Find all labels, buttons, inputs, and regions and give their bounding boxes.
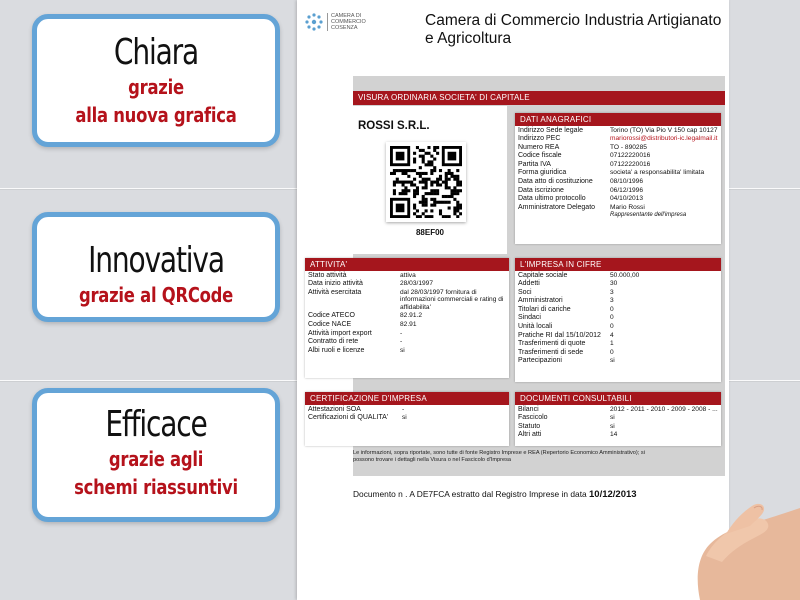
row-value xyxy=(397,329,509,338)
row-label: Amministratore Delegato xyxy=(518,203,596,211)
row-value xyxy=(607,152,721,161)
row-label: Data atto di costituzione xyxy=(518,178,593,186)
dati-anagrafici-box xyxy=(515,113,721,244)
row-value xyxy=(607,340,721,349)
documenti-box xyxy=(515,392,721,446)
certificazione-header: CERTIFICAZIONE D'IMPRESA xyxy=(305,392,509,405)
row-value xyxy=(607,169,721,178)
table-row xyxy=(515,297,721,306)
row-value-text: 0 xyxy=(610,314,614,322)
row-value-text: si xyxy=(610,357,615,365)
row-value-text: 0 xyxy=(610,348,614,356)
row-label: Data iscrizione xyxy=(518,186,564,194)
row-label: Indirizzo Sede legale xyxy=(518,126,583,134)
row-label: Numero REA xyxy=(518,143,560,151)
table-row xyxy=(515,203,721,220)
row-label: Partecipazioni xyxy=(518,357,562,365)
row-label: Trasferimenti di sede xyxy=(518,348,584,356)
row-value-text: 82.91.2 xyxy=(400,312,422,320)
row-value xyxy=(397,338,509,347)
row-value xyxy=(397,346,509,355)
promo-subtitle-line2: alla nuova grafica xyxy=(75,103,237,127)
promo-title: Chiara xyxy=(113,32,199,73)
row-label: Sindaci xyxy=(518,314,541,322)
table-row xyxy=(305,280,509,289)
table-row xyxy=(515,331,721,340)
footer-date: 10/12/2013 xyxy=(589,489,637,500)
row-value-note: Rappresentante dell'impresa xyxy=(610,212,687,219)
impresa-cifre-header: L'IMPRESA IN CIFRE xyxy=(515,258,721,271)
table-row xyxy=(305,271,509,280)
table-row xyxy=(305,414,509,423)
chamber-title: Camera di Commercio Industria Artigianato e Agricoltura xyxy=(425,12,722,47)
promo-card-efficace xyxy=(32,388,280,522)
table-row xyxy=(305,405,509,414)
row-label: Partita IVA xyxy=(518,160,551,168)
row-label: Trasferimenti di quote xyxy=(518,340,586,348)
impresa-cifre-box xyxy=(515,258,721,382)
promo-subtitle-line1: grazie xyxy=(128,75,184,99)
company-panel xyxy=(353,106,507,254)
row-value-text: 06/12/1996 xyxy=(610,186,644,194)
attivita-header: ATTIVITA' xyxy=(305,258,509,271)
row-label: Soci xyxy=(518,288,532,296)
row-value-text: 3 xyxy=(610,297,614,305)
chamber-logo-icon xyxy=(303,12,325,32)
row-label: Addetti xyxy=(518,280,540,288)
row-value-text: societa' a responsabilita' limitata xyxy=(610,169,705,177)
table-row xyxy=(515,422,721,431)
row-value xyxy=(607,414,721,423)
table-row xyxy=(515,414,721,423)
table-row xyxy=(305,288,509,312)
documenti-table xyxy=(515,405,721,439)
row-label: Attività esercitata xyxy=(308,288,362,296)
row-value-text: attiva xyxy=(400,271,416,279)
row-value-text: - xyxy=(400,338,403,346)
documenti-header: DOCUMENTI CONSULTABILI xyxy=(515,392,721,405)
row-value xyxy=(397,312,509,321)
row-value-text: 14 xyxy=(610,431,618,439)
row-label: Statuto xyxy=(518,422,541,430)
table-row xyxy=(515,357,721,366)
table-row xyxy=(305,312,509,321)
row-value-text: 0 xyxy=(610,323,614,331)
row-value xyxy=(607,160,721,169)
row-value-text: dal 28/03/1997 fornitura di informazioni commerciali e rating di affidabilita' xyxy=(400,288,504,311)
row-value xyxy=(607,126,721,135)
row-label: Attività import export xyxy=(308,329,372,337)
row-value xyxy=(607,405,721,414)
row-label: Data inizio attività xyxy=(308,280,363,288)
table-row xyxy=(515,178,721,187)
table-row xyxy=(515,431,721,440)
row-value-text: Torino (TO) Via Pio V 150 cap 10127 xyxy=(610,126,718,134)
table-row xyxy=(515,305,721,314)
row-value xyxy=(397,321,509,330)
row-label: Titolari di cariche xyxy=(518,305,571,313)
row-label: Capitale sociale xyxy=(518,271,568,279)
table-row xyxy=(515,271,721,280)
table-row xyxy=(515,126,721,135)
row-value xyxy=(397,288,509,312)
certificazione-table xyxy=(305,405,509,422)
company-name: ROSSI S.R.L. xyxy=(358,120,430,132)
row-value xyxy=(607,323,721,332)
table-row xyxy=(515,135,721,144)
attivita-box xyxy=(305,258,509,378)
row-label: Attestazioni SOA xyxy=(308,405,361,413)
row-label: Codice fiscale xyxy=(518,152,562,160)
footer-text: Documento n . A DE7FCA estratto dal Registro Imprese in data xyxy=(353,489,587,499)
table-row xyxy=(515,340,721,349)
row-value xyxy=(607,135,721,144)
qr-code-icon xyxy=(390,146,462,218)
row-value xyxy=(607,297,721,306)
row-value-text: si xyxy=(610,422,615,430)
dati-anagrafici-table xyxy=(515,126,721,221)
table-row xyxy=(515,160,721,169)
row-label: Data ultimo protocollo xyxy=(518,195,586,203)
row-label: Codice NACE xyxy=(308,321,352,329)
table-row xyxy=(515,314,721,323)
impresa-cifre-table xyxy=(515,271,721,366)
row-value xyxy=(607,431,721,440)
source-note: Le informazioni, sopra riportate, sono tutte di fonte Registro Imprese e REA (Repertorio Economico Amministrativo); si possono trovare i dettagli nella Visura o nel Fascicolo d'Impresa xyxy=(353,450,645,463)
table-row xyxy=(305,321,509,330)
dati-anagrafici-header: DATI ANAGRAFICI xyxy=(515,113,721,126)
row-value-text: 50.000,00 xyxy=(610,271,640,279)
row-value-text: 07122220016 xyxy=(610,160,651,168)
row-value xyxy=(607,331,721,340)
table-row xyxy=(515,152,721,161)
promo-subtitle-line1: grazie al QRCode xyxy=(78,283,234,307)
row-value-text: - xyxy=(402,405,405,413)
row-value-text: 07122220016 xyxy=(610,152,651,160)
attivita-table xyxy=(305,271,509,355)
row-value-text: si xyxy=(400,346,405,354)
row-value-text: 1 xyxy=(610,340,614,348)
row-value xyxy=(607,203,721,220)
row-value-text: 28/03/1997 xyxy=(400,280,434,288)
certificazione-box xyxy=(305,392,509,446)
promo-title: Efficace xyxy=(105,404,207,445)
row-value-text: 2012 - 2011 - 2010 - 2009 - 2008 - ... xyxy=(610,405,718,413)
row-label: Indirizzo PEC xyxy=(518,135,561,143)
table-row xyxy=(515,186,721,195)
promo-title: Innovativa xyxy=(88,240,224,281)
row-value-text: mariorossi@distributori-ic.legalmail.it xyxy=(610,135,718,143)
row-value-text: TO - 890285 xyxy=(610,143,647,151)
row-label: Albi ruoli e licenze xyxy=(308,346,365,354)
row-value xyxy=(607,178,721,187)
row-value xyxy=(399,405,509,414)
row-label: Forma giuridica xyxy=(518,169,567,177)
table-row xyxy=(305,329,509,338)
row-value xyxy=(607,314,721,323)
row-value-text: 30 xyxy=(610,280,618,288)
qr-code-id: 88EF00 xyxy=(415,228,445,237)
table-row xyxy=(515,405,721,414)
row-value xyxy=(607,422,721,431)
promo-card-chiara xyxy=(32,14,280,147)
row-value xyxy=(607,357,721,366)
hand-image xyxy=(670,496,800,600)
table-row xyxy=(305,346,509,355)
row-value xyxy=(397,271,509,280)
row-value-text: 04/10/2013 xyxy=(610,195,644,203)
row-value-text: 0 xyxy=(610,305,614,313)
visura-title-bar: VISURA ORDINARIA SOCIETA' DI CAPITALE xyxy=(353,91,725,105)
row-value xyxy=(397,280,509,289)
row-value xyxy=(607,271,721,280)
table-row xyxy=(515,288,721,297)
row-value xyxy=(607,288,721,297)
promo-subtitle-line1: grazie agli xyxy=(108,447,204,471)
row-label: Certificazioni di QUALITA' xyxy=(308,414,389,422)
row-value xyxy=(607,305,721,314)
row-label: Amministratori xyxy=(518,297,563,305)
promo-card-innovativa xyxy=(32,212,280,322)
row-value-text: si xyxy=(610,414,615,422)
table-row xyxy=(305,338,509,347)
row-value-text: 3 xyxy=(610,288,614,296)
table-row xyxy=(515,195,721,204)
row-value-text: 4 xyxy=(610,331,614,339)
row-label: Pratiche RI dal 15/10/2012 xyxy=(518,331,601,339)
row-label: Fascicolo xyxy=(518,414,548,422)
row-value-text: - xyxy=(400,329,403,337)
table-row xyxy=(515,348,721,357)
row-label: Contratto di rete xyxy=(308,338,359,346)
row-value-text: Mario Rossi xyxy=(610,203,645,211)
row-value xyxy=(607,280,721,289)
qr-code[interactable] xyxy=(386,142,466,222)
row-label: Stato attività xyxy=(308,271,347,279)
table-row xyxy=(515,169,721,178)
row-value xyxy=(607,186,721,195)
row-value xyxy=(399,414,509,423)
row-value-text: si xyxy=(402,414,407,422)
table-row xyxy=(515,323,721,332)
visura-document xyxy=(297,0,729,600)
chamber-logo-text: CAMERA DI COMMERCIO COSENZA xyxy=(327,13,379,31)
row-value xyxy=(607,348,721,357)
promo-subtitle-line2: schemi riassuntivi xyxy=(74,475,238,499)
row-value xyxy=(607,143,721,152)
row-label: Bilanci xyxy=(518,405,539,413)
row-value-text: 08/10/1996 xyxy=(610,178,644,186)
row-label: Unità locali xyxy=(518,323,553,331)
table-row xyxy=(515,143,721,152)
row-value xyxy=(607,195,721,204)
row-value-text: 82.91 xyxy=(400,321,417,329)
table-row xyxy=(515,280,721,289)
row-label: Altri atti xyxy=(518,431,542,439)
row-label: Codice ATECO xyxy=(308,312,355,320)
